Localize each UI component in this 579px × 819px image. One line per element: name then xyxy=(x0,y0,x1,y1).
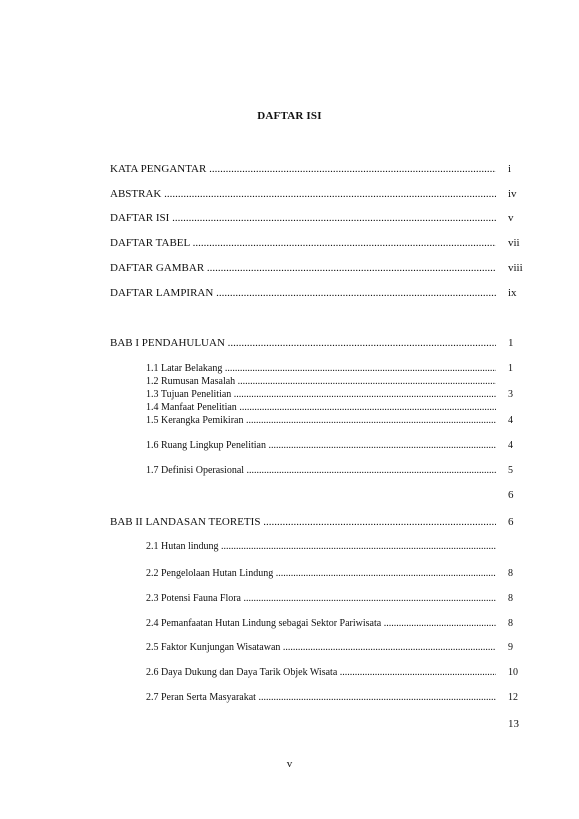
trailing-page-number: 6 xyxy=(508,489,514,501)
toc-entry-label: 1.7 Definisi Operasional ..... xyxy=(146,464,496,478)
toc-subentry[interactable] xyxy=(0,362,579,376)
toc-subentry[interactable] xyxy=(0,641,579,655)
toc-page-number: viii xyxy=(508,262,523,274)
toc-entry-abstrak[interactable] xyxy=(0,187,579,201)
toc-subentry[interactable] xyxy=(0,691,579,705)
toc-entry-label: 2.5 Faktor Kunjungan Wisatawan ..... xyxy=(146,641,496,655)
toc-entry-label: BAB I PENDAHULUAN ..... xyxy=(110,336,496,350)
toc-entry-label: 2.3 Potensi Fauna Flora ..... xyxy=(146,592,496,606)
toc-entry-label: DAFTAR LAMPIRAN ..... xyxy=(110,286,496,300)
toc-entry-daftar-isi[interactable] xyxy=(0,211,579,225)
toc-page-number: iv xyxy=(508,188,517,200)
toc-page-number: 8 xyxy=(508,568,513,579)
toc-subentry[interactable] xyxy=(0,666,579,680)
toc-entry-label: DAFTAR ISI ..... xyxy=(110,211,496,225)
toc-page-number: 1 xyxy=(508,363,513,374)
toc-subentry[interactable] xyxy=(0,540,579,554)
toc-page-number: 3 xyxy=(508,389,513,400)
toc-entry-bab-1[interactable] xyxy=(0,336,579,350)
toc-page-number: 5 xyxy=(508,465,513,476)
toc-subentry[interactable] xyxy=(0,414,579,428)
toc-page-number: 8 xyxy=(508,618,513,629)
toc-entry-label: 2.6 Daya Dukung dan Daya Tarik Objek Wisata ..... xyxy=(146,666,496,680)
toc-entry-label: 1.3 Tujuan Penelitian ..... xyxy=(146,388,496,402)
toc-page-number: 6 xyxy=(508,516,514,528)
toc-entry-label: 1.4 Manfaat Penelitian ..... xyxy=(146,401,496,415)
toc-page-number: 8 xyxy=(508,593,513,604)
toc-entry-bab-2[interactable] xyxy=(0,515,579,529)
toc-subentry[interactable] xyxy=(0,375,579,389)
toc-entry-label: 1.5 Kerangka Pemikiran ..... xyxy=(146,414,496,428)
page-title: DAFTAR ISI xyxy=(257,110,322,122)
toc-page-number: 10 xyxy=(508,667,518,678)
toc-entry-label: DAFTAR GAMBAR ..... xyxy=(110,261,496,275)
page-number: v xyxy=(286,758,293,770)
toc-subentry[interactable] xyxy=(0,567,579,581)
toc-page-number: vii xyxy=(508,237,520,249)
toc-subentry[interactable] xyxy=(0,439,579,453)
trailing-page-number: 13 xyxy=(508,718,519,730)
toc-page-number: 9 xyxy=(508,642,513,653)
toc-entry-label: 1.1 Latar Belakang ..... xyxy=(146,362,496,376)
toc-page-number: 4 xyxy=(508,440,513,451)
toc-subentry[interactable] xyxy=(0,388,579,402)
toc-entry-label: 2.4 Pemanfaatan Hutan Lindung sebagai Sektor Pariwisata ..... xyxy=(146,617,496,631)
toc-entry-label: 1.2 Rumusan Masalah ..... xyxy=(146,375,496,389)
toc-entry-label: 2.1 Hutan lindung ..... xyxy=(146,540,496,554)
toc-subentry[interactable] xyxy=(0,617,579,631)
toc-entry-kata-pengantar[interactable] xyxy=(0,162,579,176)
toc-page-number: v xyxy=(508,212,514,224)
toc-entry-label: 2.2 Pengelolaan Hutan Lindung ..... xyxy=(146,567,496,581)
toc-entry-label: BAB II LANDASAN TEORETIS ..... xyxy=(110,515,496,529)
toc-subentry[interactable] xyxy=(0,464,579,478)
toc-entry-daftar-gambar[interactable] xyxy=(0,261,579,275)
toc-entry-label: DAFTAR TABEL ..... xyxy=(110,236,496,250)
toc-page-number: 1 xyxy=(508,337,514,349)
toc-entry-label: 2.7 Peran Serta Masyarakat ..... xyxy=(146,691,496,705)
toc-subentry[interactable] xyxy=(0,401,579,415)
toc-entry-label: KATA PENGANTAR ..... xyxy=(110,162,496,176)
toc-entry-label: ABSTRAK ..... xyxy=(110,187,496,201)
toc-page-number: ix xyxy=(508,287,517,299)
toc-page-number: i xyxy=(508,163,512,175)
toc-entry-daftar-lampiran[interactable] xyxy=(0,286,579,300)
toc-page-number: 4 xyxy=(508,415,513,426)
toc-subentry[interactable] xyxy=(0,592,579,606)
toc-entry-daftar-tabel[interactable] xyxy=(0,236,579,250)
toc-entry-label: 1.6 Ruang Lingkup Penelitian ..... xyxy=(146,439,496,453)
toc-page-number: 12 xyxy=(508,692,518,703)
